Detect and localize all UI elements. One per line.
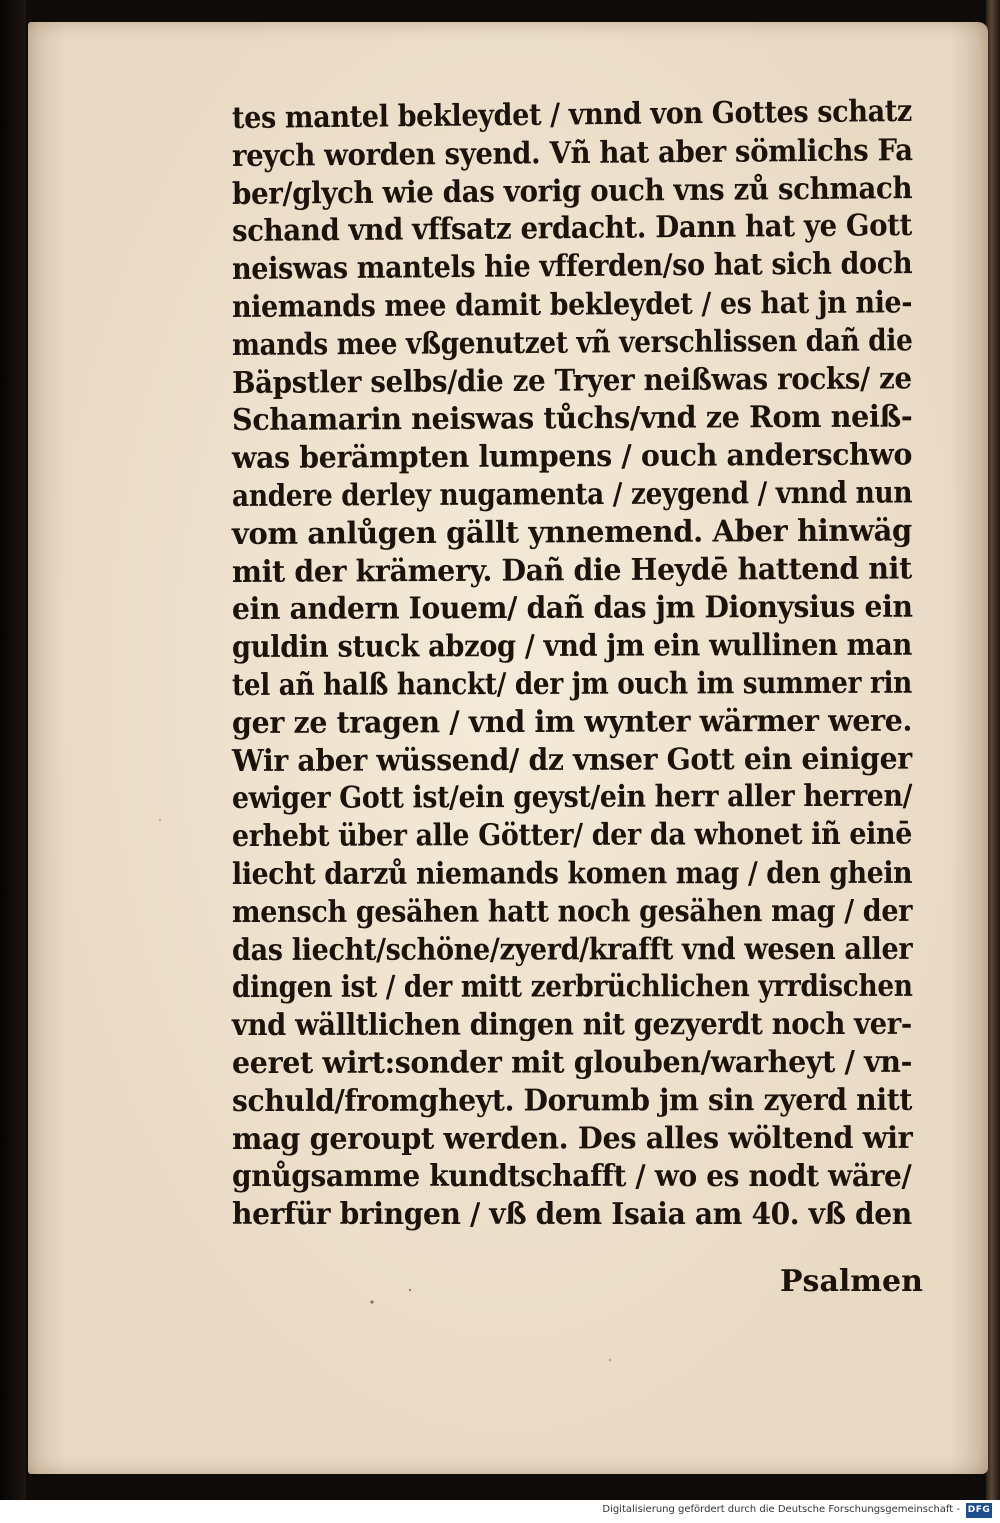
- text-line: niemands mee damit bekleydet / es hat jn nie-: [231, 285, 913, 325]
- text-line: ewiger Gott ist/ein geyst/ein herr aller herren/: [231, 778, 913, 817]
- text-line: mag geroupt werden. Des alles wöltend wir: [231, 1120, 913, 1157]
- text-line: dingen ist / der mitt zerbrüchlichen yrrdischen: [231, 969, 913, 1006]
- page-text: [231, 93, 913, 1234]
- text-line: gnůgsamme kundtschafft / wo es nodt wäre/: [232, 1159, 912, 1195]
- text-line: schand vnd vffsatz erdacht. Dann hat ye Gott: [231, 208, 913, 250]
- text-line: herfür bringen / vß dem Isaia am 40. vß den: [232, 1197, 912, 1233]
- text-line: erhebt über alle Götter/ der da whonet iñ einē: [231, 816, 913, 855]
- text-line: mands mee vßgenutzet vñ verschlissen dañ die: [231, 323, 913, 363]
- book-left-edge: [0, 0, 26, 1500]
- text-line: Schamarin neiswas tůchs/vnd ze Rom neiß-: [231, 399, 913, 439]
- funding-credit: Digitalisierung gefördert durch die Deutsche Forschungsgemeinschaft -: [602, 1504, 960, 1515]
- text-line: Bäpstler selbs/die ze Tryer neißwas rocks/ ze: [231, 360, 912, 401]
- text-line: eeret wirt:sonder mit glouben/warheyt / vn-: [231, 1044, 913, 1081]
- text-line: liecht darzů niemands komen mag / den ghein: [231, 855, 913, 892]
- text-line: tel añ halß hanckt/ der jm ouch im summer rin: [231, 665, 913, 703]
- text-line: guldin stuck abzog / vnd jm ein wullinen man: [231, 627, 912, 666]
- text-line: mit der krämery. Dañ die Heydē hattend nit: [231, 551, 912, 590]
- catchword: Psalmen: [780, 1264, 923, 1299]
- text-line: ein andern Iouem/ dañ das jm Dionysius ein: [231, 589, 913, 628]
- text-line: Wir aber wüssend/ dz vnser Gott ein einiger: [231, 741, 912, 779]
- dfg-logo: DFG: [966, 1503, 992, 1518]
- text-line: was berämpten lumpens / ouch anderschwo: [231, 437, 913, 477]
- text-line: ger ze tragen / vnd im wynter wärmer were.: [231, 703, 913, 741]
- book-right-edge: [986, 0, 1000, 1500]
- text-line: vnd wälltlichen dingen nit gezyerdt noch ver-: [231, 1006, 912, 1044]
- text-line: das liecht/schöne/zyerd/krafft vnd wesen aller: [231, 931, 913, 968]
- text-line: mensch gesähen hatt noch gesähen mag / der: [231, 893, 913, 930]
- text-line: schuld/fromgheyt. Dorumb jm sin zyerd nitt: [231, 1082, 913, 1119]
- text-line: andere derley nugamenta / zeygend / vnnd nun: [231, 475, 913, 514]
- text-line: tes mantel bekleydet / vnnd von Gottes schatz: [231, 93, 913, 136]
- text-line: ber/glych wie das vorig ouch vns zů schmach: [231, 170, 913, 212]
- text-line: neiswas mantels hie vfferden/so hat sich doch: [231, 246, 913, 288]
- text-line: reych worden syend. Vñ hat aber sömlichs Fa: [231, 132, 913, 174]
- footer-bar: [0, 1500, 1000, 1523]
- text-line: vom anlůgen gällt ynnemend. Aber hinwäg: [231, 513, 912, 552]
